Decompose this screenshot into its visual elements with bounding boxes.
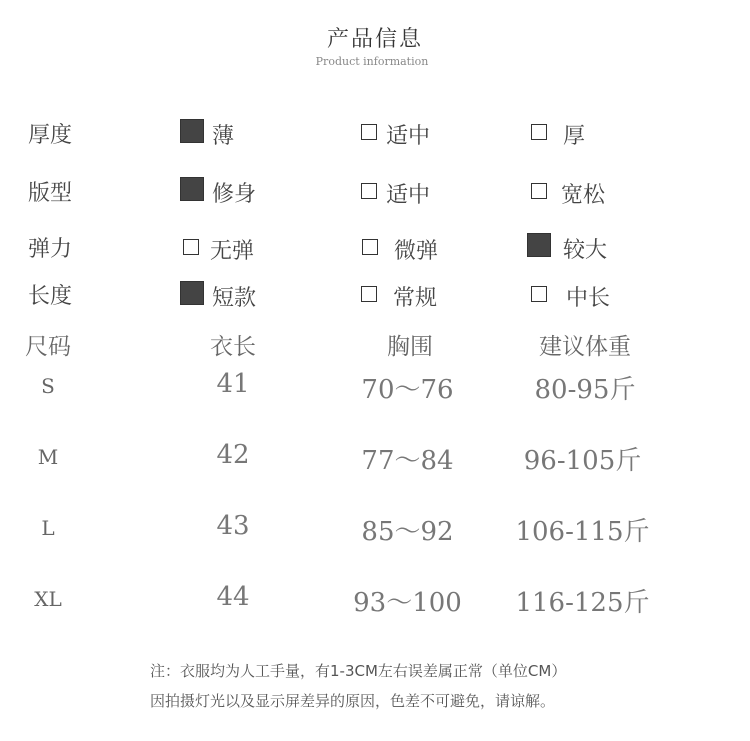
chest-cell: 85～92: [361, 517, 454, 547]
checkbox-empty-icon: [361, 286, 377, 302]
attr-label-stretch: 弹力: [28, 237, 73, 262]
size-header: 尺码: [25, 334, 71, 360]
checkbox-checked-icon: [180, 177, 204, 201]
option-label: 较大: [563, 238, 608, 263]
size-cell: M: [37, 445, 59, 469]
attr-label-thickness: 厚度: [28, 123, 73, 148]
size-cell: L: [41, 516, 55, 540]
checkbox-empty-icon: [531, 124, 547, 140]
chest-cell: 70～76: [361, 375, 454, 405]
option-label: 适中: [386, 183, 431, 208]
weight-cell: 106-115斤: [515, 517, 650, 547]
chest-cell: 77～84: [361, 446, 454, 476]
checkbox-empty-icon: [183, 239, 199, 255]
checkbox-checked-icon: [180, 281, 204, 305]
checkbox-checked-icon: [180, 119, 204, 143]
option-label: 常规: [393, 286, 438, 311]
option-label: 无弹: [210, 239, 255, 264]
checkbox-empty-icon: [531, 183, 547, 199]
option-label: 厚: [563, 124, 586, 149]
option-label: 微弹: [394, 239, 439, 264]
page-subtitle: Product information: [315, 55, 429, 68]
weight-cell: 96-105斤: [523, 446, 642, 476]
option-label: 中长: [566, 286, 611, 311]
option-label: 宽松: [561, 183, 606, 208]
weight-cell: 80-95斤: [534, 375, 636, 405]
chest-cell: 93～100: [353, 588, 462, 618]
chest-header: 胸围: [387, 334, 433, 360]
weight-cell: 116-125斤: [515, 588, 650, 618]
size-cell: XL: [34, 587, 62, 611]
page-title: 产品信息: [326, 27, 423, 52]
length-cell: 42: [216, 440, 250, 470]
option-label: 薄: [212, 124, 235, 149]
attr-label-length: 长度: [28, 284, 73, 309]
checkbox-empty-icon: [361, 183, 377, 199]
option-label: 修身: [212, 182, 257, 207]
length-cell: 41: [216, 369, 250, 399]
size-cell: S: [41, 374, 55, 398]
length-header: 衣长: [210, 334, 256, 360]
checkbox-checked-icon: [527, 233, 551, 257]
length-cell: 44: [216, 582, 250, 612]
weight-header: 建议体重: [539, 334, 631, 360]
option-label: 短款: [212, 286, 257, 311]
checkbox-empty-icon: [362, 239, 378, 255]
attr-label-fit: 版型: [28, 181, 73, 206]
checkbox-empty-icon: [531, 286, 547, 302]
length-cell: 43: [216, 511, 250, 541]
option-label: 适中: [386, 124, 431, 149]
color-note: 因拍摄灯光以及显示屏差异的原因，色差不可避免，请谅解。: [150, 692, 556, 710]
checkbox-empty-icon: [361, 124, 377, 140]
measurement-note: 注：衣服均为人工手量，有1-3CM左右误差属正常（单位CM）: [150, 662, 567, 680]
